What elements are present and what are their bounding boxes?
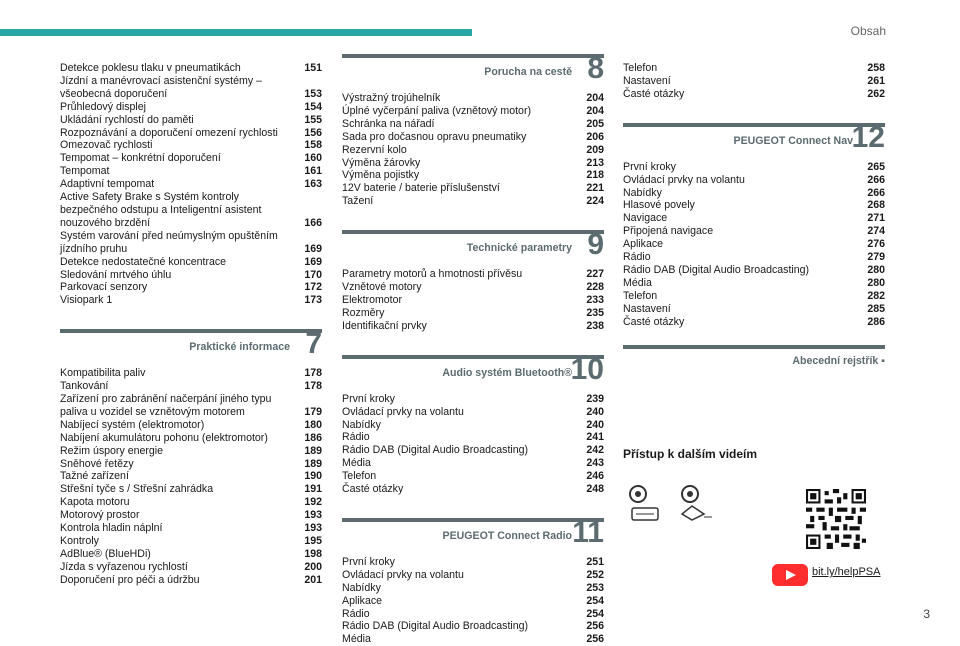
toc-entry-page: 205 bbox=[586, 117, 604, 130]
toc-entry-page: 238 bbox=[586, 319, 604, 332]
toc-entry[interactable] bbox=[60, 393, 322, 419]
toc-entry[interactable] bbox=[60, 281, 322, 294]
toc-entry-page: 282 bbox=[867, 289, 885, 302]
toc-entry-page: 189 bbox=[304, 457, 322, 470]
toc-entry-title: Nastavení bbox=[623, 74, 671, 87]
toc-entry-page: 262 bbox=[867, 87, 885, 100]
toc-entry-page: 161 bbox=[304, 165, 322, 178]
toc-entry[interactable] bbox=[60, 509, 322, 522]
toc-entry-page: 233 bbox=[586, 293, 604, 306]
toc-entry[interactable] bbox=[60, 152, 322, 165]
toc-entry[interactable] bbox=[623, 290, 885, 303]
toc-entry[interactable] bbox=[342, 569, 604, 582]
toc-entry[interactable] bbox=[342, 457, 604, 470]
toc-entry-title: Sněhové řetězy bbox=[60, 457, 134, 470]
section-header-7 bbox=[60, 329, 322, 367]
toc-entry-title: Média bbox=[623, 276, 652, 289]
section-header-12 bbox=[623, 120, 885, 161]
toc-entry[interactable] bbox=[342, 582, 604, 595]
toc-entry-page: 193 bbox=[304, 509, 322, 522]
toc-entry-page: 252 bbox=[586, 568, 604, 581]
section-number: 12 bbox=[851, 120, 885, 154]
toc-entry-title: Kontroly bbox=[60, 535, 99, 547]
toc-entry-page: 154 bbox=[304, 100, 322, 113]
toc-entry-title: Ovládací prvky na volantu bbox=[623, 173, 745, 186]
toc-entry[interactable] bbox=[342, 556, 604, 569]
toc-entry-title: Aplikace bbox=[342, 594, 383, 607]
toc-entry-page: 239 bbox=[586, 392, 604, 405]
toc-entry[interactable] bbox=[60, 535, 322, 548]
toc-entry[interactable] bbox=[342, 92, 604, 105]
section-number: 9 bbox=[587, 228, 604, 262]
toc-entry-title: Rádio bbox=[623, 251, 651, 264]
toc-entry-page: 190 bbox=[304, 470, 322, 483]
toc-entry[interactable] bbox=[342, 294, 604, 307]
toc-entry-page: 254 bbox=[586, 594, 604, 607]
toc-entry-title: Ovládací prvky na volantu bbox=[342, 405, 464, 418]
toc-entry[interactable] bbox=[60, 483, 322, 496]
section-label: PEUGEOT Connect Radio bbox=[442, 529, 572, 542]
toc-entry[interactable] bbox=[60, 127, 322, 140]
toc-column-2 bbox=[342, 52, 604, 646]
toc-entry-title: Výstražný trojúhelník bbox=[342, 92, 441, 104]
toc-entry[interactable] bbox=[342, 144, 604, 157]
toc-entry-page: 227 bbox=[586, 268, 604, 281]
toc-entry-title: Režim úspory energie bbox=[60, 444, 164, 457]
toc-entry-title: Tempomat bbox=[60, 165, 110, 178]
alphabetical-index-header[interactable] bbox=[623, 345, 885, 371]
toc-entry-page: 221 bbox=[586, 182, 604, 195]
section-label: Technické parametry bbox=[466, 242, 572, 255]
toc-entry[interactable] bbox=[623, 187, 885, 200]
toc-entry-title: Parametry motorů a hmotnosti přívěsu bbox=[342, 268, 523, 281]
toc-entry-page: 192 bbox=[304, 496, 322, 509]
toc-entry-page: 151 bbox=[304, 62, 322, 74]
toc-entry-page: 256 bbox=[586, 633, 604, 646]
toc-entry[interactable] bbox=[342, 406, 604, 419]
toc-entry[interactable] bbox=[60, 178, 322, 191]
toc-entry-page: 204 bbox=[586, 104, 604, 117]
toc-entry[interactable] bbox=[342, 320, 604, 333]
toc-entry-page: 166 bbox=[304, 216, 322, 229]
section-header-11 bbox=[342, 515, 604, 556]
toc-entry-title: Úplné vyčerpání paliva (vznětový motor) bbox=[342, 104, 532, 117]
toc-entry[interactable] bbox=[342, 393, 604, 406]
toc-entry-title: Vznětové motory bbox=[342, 281, 422, 294]
toc-entry-page: 280 bbox=[867, 263, 885, 276]
toc-entry-title: Tankování bbox=[60, 380, 109, 393]
toc-entry-title: Elektromotor bbox=[342, 293, 403, 306]
toc-entry-title: Tažení bbox=[342, 195, 374, 208]
toc-entry-page: 242 bbox=[586, 444, 604, 457]
toc-entry-page: 286 bbox=[867, 315, 885, 328]
toc-entry[interactable] bbox=[623, 264, 885, 277]
toc-entry-title: Média bbox=[342, 633, 371, 646]
help-video-link[interactable]: bit.ly/helpPSA bbox=[812, 566, 881, 578]
toc-entry-title: Schránka na nářadí bbox=[342, 117, 435, 130]
toc-entry-title: Doporučení pro péči a údržbu bbox=[60, 573, 200, 586]
toc-entry[interactable] bbox=[623, 199, 885, 212]
toc-entry-page: 258 bbox=[867, 62, 885, 74]
toc-entry[interactable] bbox=[342, 444, 604, 457]
section-number: 11 bbox=[572, 515, 604, 549]
toc-entry-page: 280 bbox=[867, 276, 885, 289]
toc-entry[interactable] bbox=[623, 88, 885, 101]
page-number: 3 bbox=[923, 607, 930, 621]
toc-entry-title: Ukládání rychlostí do paměti bbox=[60, 113, 194, 126]
toc-entry-page: 155 bbox=[304, 113, 322, 126]
toc-entry-title: Aplikace bbox=[623, 238, 664, 251]
toc-entry-page: 261 bbox=[867, 74, 885, 87]
toc-entry[interactable] bbox=[342, 131, 604, 144]
toc-entry[interactable] bbox=[342, 195, 604, 208]
toc-entry[interactable] bbox=[60, 574, 322, 587]
toc-entry-page: 178 bbox=[304, 367, 322, 380]
phone-help-icon bbox=[626, 484, 662, 529]
toc-entry-page: 163 bbox=[304, 178, 322, 191]
toc-entry-title: 12V baterie / baterie příslušenství bbox=[342, 182, 500, 195]
toc-entry[interactable] bbox=[60, 496, 322, 509]
toc-entry-title: Telefon bbox=[342, 470, 377, 483]
toc-entry-title: Nabíjecí systém (elektromotor) bbox=[60, 418, 205, 431]
toc-entry-title: Parkovací senzory bbox=[60, 281, 148, 294]
toc-entry-title: Identifikační prvky bbox=[342, 319, 427, 332]
toc-entry-title: Rádio bbox=[342, 607, 370, 620]
toc-entry-title: AdBlue® (BlueHDi) bbox=[60, 547, 151, 560]
toc-entry-page: 191 bbox=[304, 483, 322, 496]
toc-entry-title: Motorový prostor bbox=[60, 509, 140, 522]
toc-entry-title: Sada pro dočasnou opravu pneumatiky bbox=[342, 130, 527, 143]
section-header-8 bbox=[342, 54, 604, 92]
toc-entry-title: Nabídky bbox=[342, 418, 381, 431]
toc-entry[interactable] bbox=[342, 169, 604, 182]
toc-entry[interactable] bbox=[60, 432, 322, 445]
toc-entry-title: Kompatibilita paliv bbox=[60, 367, 146, 380]
section-label: Porucha na cestě bbox=[484, 66, 572, 78]
toc-entry-title: Active Safety Brake s Systém kontroly bezpečného odstupu a Inteligentní asistent nouzového brzdění bbox=[60, 191, 262, 229]
toc-entry[interactable] bbox=[342, 483, 604, 496]
toc-entry-title: Časté otázky bbox=[342, 483, 404, 496]
toc-entry-title: Střešní tyče s / Střešní zahrádka bbox=[60, 483, 214, 496]
toc-entry-title: Kapota motoru bbox=[60, 496, 130, 509]
toc-entry-title: Tempomat – konkrétní doporučení bbox=[60, 152, 221, 165]
toc-entry-page: 248 bbox=[586, 483, 604, 496]
section-header-9 bbox=[342, 230, 604, 268]
toc-entry[interactable] bbox=[623, 225, 885, 238]
toc-entry[interactable] bbox=[342, 105, 604, 118]
toc-entry-title: Média bbox=[342, 457, 371, 470]
toc-entry-page: 169 bbox=[304, 242, 322, 255]
toc-entry-title: Sledování mrtvého úhlu bbox=[60, 268, 172, 281]
section-header-10 bbox=[342, 352, 604, 393]
toc-entry-title: První kroky bbox=[623, 160, 676, 173]
toc-entry-page: 271 bbox=[867, 212, 885, 225]
section-label: Audio systém Bluetooth® bbox=[442, 366, 572, 379]
toc-entry-title: Připojená navigace bbox=[623, 225, 714, 238]
toc-entry[interactable] bbox=[60, 75, 322, 101]
toc-entry-page: 173 bbox=[304, 294, 322, 307]
toc-entry[interactable] bbox=[623, 62, 885, 75]
toc-entry[interactable] bbox=[60, 458, 322, 471]
section-number: 8 bbox=[587, 52, 604, 85]
toc-entry[interactable] bbox=[623, 277, 885, 290]
toc-entry-title: Telefon bbox=[623, 289, 658, 302]
section-label: Praktické informace bbox=[189, 341, 290, 354]
toc-entry-title: Kontrola hladin náplní bbox=[60, 522, 163, 535]
toc-entry-title: Nabídky bbox=[623, 186, 662, 199]
toc-entry[interactable] bbox=[60, 445, 322, 458]
toc-entry-page: 189 bbox=[304, 444, 322, 457]
toc-entry-page: 224 bbox=[586, 195, 604, 208]
toc-entry-page: 265 bbox=[867, 160, 885, 173]
toc-entry-page: 178 bbox=[304, 380, 322, 393]
toc-entry-page: 268 bbox=[867, 199, 885, 212]
toc-entry[interactable] bbox=[60, 62, 322, 75]
toc-entry-page: 266 bbox=[867, 173, 885, 186]
toc-entry-title: Nabídky bbox=[342, 581, 381, 594]
toc-entry[interactable] bbox=[60, 165, 322, 178]
toc-entry-page: 213 bbox=[586, 156, 604, 169]
toc-entry-page: 243 bbox=[586, 457, 604, 470]
toc-entry[interactable] bbox=[60, 269, 322, 282]
toc-entry[interactable] bbox=[342, 307, 604, 320]
toc-entry[interactable] bbox=[60, 139, 322, 152]
toc-entry-title: Rozpoznávání a doporučení omezení rychlosti bbox=[60, 126, 278, 139]
toc-entry-title: Detekce nedostatečné koncentrace bbox=[60, 255, 227, 268]
toc-entry-title: Navigace bbox=[623, 212, 668, 225]
toc-entry-page: 204 bbox=[586, 92, 604, 104]
toc-entry-page: 180 bbox=[304, 418, 322, 431]
toc-entry[interactable] bbox=[60, 548, 322, 561]
toc-entry-title: Zařízení pro zabránění načerpání jiného typu paliva u vozidel se vznětovým motorem bbox=[60, 393, 272, 418]
toc-entry-page: 186 bbox=[304, 431, 322, 444]
toc-entry[interactable] bbox=[342, 470, 604, 483]
toc-entry-page: 240 bbox=[586, 405, 604, 418]
toc-entry-title: Tažné zařízení bbox=[60, 470, 129, 483]
toc-column-3 bbox=[623, 62, 885, 371]
toc-entry[interactable] bbox=[342, 157, 604, 170]
toc-entry-title: Časté otázky bbox=[623, 315, 685, 328]
toc-entry-title: Rádio DAB (Digital Audio Broadcasting) bbox=[342, 620, 529, 633]
toc-entry-page: 160 bbox=[304, 152, 322, 165]
toc-entry[interactable] bbox=[60, 256, 322, 269]
toc-entry[interactable] bbox=[342, 268, 604, 281]
toc-entry-page: 235 bbox=[586, 306, 604, 319]
toc-entry[interactable] bbox=[623, 238, 885, 251]
toc-entry-page: 172 bbox=[304, 281, 322, 294]
toc-entry-title: Systém varování před neúmyslným opuštěním jízdního pruhu bbox=[60, 229, 278, 255]
toc-entry-page: 274 bbox=[867, 225, 885, 238]
toc-entry-page: 193 bbox=[304, 522, 322, 535]
toc-entry-title: První kroky bbox=[342, 555, 395, 568]
toc-entry-page: 241 bbox=[586, 431, 604, 444]
toc-entry-page: 169 bbox=[304, 255, 322, 268]
toc-entry-page: 246 bbox=[586, 470, 604, 483]
toc-entry-page: 285 bbox=[867, 302, 885, 315]
toc-entry-page: 279 bbox=[867, 251, 885, 264]
toc-entry-title: Ovládací prvky na volantu bbox=[342, 568, 464, 581]
toc-entry[interactable] bbox=[623, 174, 885, 187]
toc-entry-page: 158 bbox=[304, 139, 322, 152]
alphabetical-index-label: Abecední rejstřík ▪ bbox=[792, 354, 885, 367]
toc-entry[interactable] bbox=[60, 114, 322, 127]
youtube-icon[interactable] bbox=[772, 564, 808, 586]
toc-entry-title: Nabíjení akumulátoru pohonu (elektromotor) bbox=[60, 431, 268, 444]
toc-entry-title: Telefon bbox=[623, 62, 658, 74]
toc-entry[interactable] bbox=[60, 294, 322, 307]
toc-entry-page: 266 bbox=[867, 186, 885, 199]
toc-entry[interactable] bbox=[342, 281, 604, 294]
section-number: 7 bbox=[305, 327, 322, 361]
toc-entry[interactable] bbox=[623, 303, 885, 316]
toc-entry-title: Výměna žárovky bbox=[342, 156, 421, 169]
toc-entry-title: Hlasové povely bbox=[623, 199, 695, 212]
top-accent-bar bbox=[0, 29, 472, 36]
toc-entry[interactable] bbox=[60, 561, 322, 574]
toc-entry-page: 195 bbox=[304, 535, 322, 547]
page-title: Obsah bbox=[850, 24, 886, 38]
toc-entry[interactable] bbox=[623, 212, 885, 225]
toc-entry-page: 206 bbox=[586, 130, 604, 143]
toc-entry[interactable] bbox=[342, 419, 604, 432]
toc-entry-title: Adaptivní tempomat bbox=[60, 178, 155, 191]
toc-entry-title: Omezovač rychlosti bbox=[60, 139, 153, 152]
toc-entry-page: 201 bbox=[304, 573, 322, 586]
toc-entry-title: Rádio DAB (Digital Audio Broadcasting) bbox=[342, 444, 529, 457]
toc-entry-title: Jízda s vyřazenou rychlostí bbox=[60, 560, 188, 573]
toc-entry[interactable] bbox=[60, 470, 322, 483]
toc-entry[interactable] bbox=[60, 101, 322, 114]
toc-entry-page: 153 bbox=[304, 87, 322, 100]
toc-entry[interactable] bbox=[623, 316, 885, 329]
toc-entry-page: 256 bbox=[586, 620, 604, 633]
toc-entry-page: 228 bbox=[586, 281, 604, 294]
toc-entry-page: 200 bbox=[304, 560, 322, 573]
toc-entry-page: 209 bbox=[586, 143, 604, 156]
toc-column-1 bbox=[60, 62, 322, 587]
toc-entry[interactable] bbox=[342, 620, 604, 633]
toc-entry-title: Rozměry bbox=[342, 306, 385, 319]
toc-entry-title: Rádio bbox=[342, 431, 370, 444]
nav-help-icon bbox=[678, 484, 714, 529]
toc-entry-page: 218 bbox=[586, 169, 604, 182]
toc-entry-title: Výměna pojistky bbox=[342, 169, 420, 182]
toc-entry-title: Jízdní a manévrovací asistenční systémy – všeobecná doporučení bbox=[60, 74, 262, 100]
video-heading: Přístup k dalším videím bbox=[623, 447, 758, 461]
toc-entry-page: 156 bbox=[304, 126, 322, 139]
toc-entry[interactable] bbox=[342, 182, 604, 195]
section-number: 10 bbox=[570, 352, 604, 386]
toc-entry-title: Rezervní kolo bbox=[342, 143, 407, 156]
toc-entry[interactable] bbox=[60, 419, 322, 432]
toc-entry[interactable] bbox=[342, 595, 604, 608]
toc-entry[interactable] bbox=[60, 191, 322, 230]
toc-entry-page: 276 bbox=[867, 238, 885, 251]
toc-entry[interactable] bbox=[623, 161, 885, 174]
toc-entry[interactable] bbox=[342, 118, 604, 131]
toc-entry-page: 254 bbox=[586, 607, 604, 620]
toc-entry-title: První kroky bbox=[342, 392, 395, 405]
toc-entry-page: 179 bbox=[304, 405, 322, 418]
toc-entry[interactable] bbox=[342, 431, 604, 444]
toc-entry-title: Průhledový displej bbox=[60, 100, 146, 113]
toc-entry[interactable] bbox=[623, 75, 885, 88]
toc-entry[interactable] bbox=[342, 608, 604, 621]
toc-entry[interactable] bbox=[60, 367, 322, 380]
section-label: PEUGEOT Connect Nav bbox=[733, 134, 853, 147]
toc-entry-title: Visiopark 1 bbox=[60, 294, 113, 307]
toc-entry[interactable] bbox=[60, 230, 322, 256]
toc-entry[interactable] bbox=[60, 380, 322, 393]
toc-entry-title: Časté otázky bbox=[623, 87, 685, 100]
toc-entry-page: 198 bbox=[304, 547, 322, 560]
qr-code-icon[interactable] bbox=[806, 489, 866, 549]
toc-entry[interactable] bbox=[623, 251, 885, 264]
toc-entry-title: Nastavení bbox=[623, 302, 671, 315]
toc-entry-title: Rádio DAB (Digital Audio Broadcasting) bbox=[623, 263, 810, 276]
toc-entry-page: 251 bbox=[586, 555, 604, 568]
toc-entry[interactable] bbox=[60, 522, 322, 535]
toc-entry-page: 253 bbox=[586, 581, 604, 594]
toc-entry-page: 170 bbox=[304, 268, 322, 281]
toc-entry-title: Detekce poklesu tlaku v pneumatikách bbox=[60, 62, 241, 74]
toc-entry-page: 240 bbox=[586, 418, 604, 431]
